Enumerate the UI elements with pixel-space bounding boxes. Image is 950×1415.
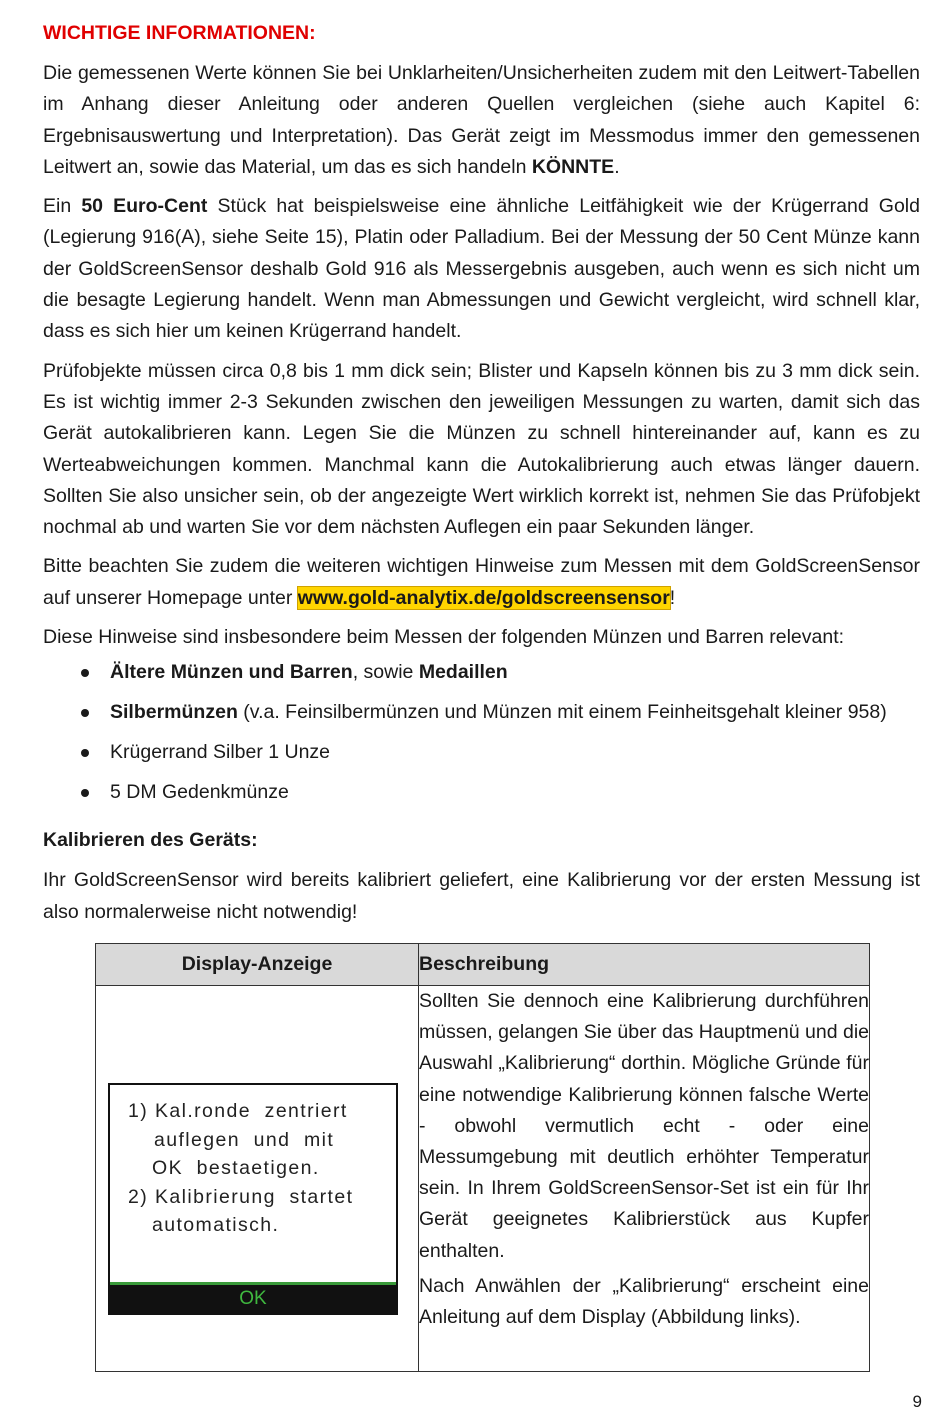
bullet-text: Krügerrand Silber 1 Unze [110, 741, 331, 764]
column-header-description: Beschreibung [419, 944, 870, 986]
bullet-list [43, 657, 920, 817]
warning-title: WICHTIGE INFORMATIONEN: [43, 22, 316, 44]
bullet-bold: Silbermünzen [110, 701, 238, 724]
list-item [43, 657, 920, 697]
calibration-intro: Ihr GoldScreenSensor wird bereits kalibriert geliefert, eine Kalibrierung vor der ersten Messung ist also normalerweise nicht notwendig! [43, 869, 920, 923]
list-item [43, 777, 920, 817]
list-item [43, 737, 920, 777]
device-display-screenshot [108, 1083, 398, 1315]
paragraph-measured-values [43, 58, 920, 183]
column-header-display: Display-Anzeige [96, 944, 419, 986]
paragraph-relevant: Diese Hinweise sind insbesondere beim Messen der folgenden Münzen und Barren relevant: [43, 626, 845, 649]
p1-text: Die gemessenen Werte können Sie bei Unklarheiten/Unsicherheiten zudem mit den Leitwert-Tabellen im Anhang dieser Anleitung oder anderen Quellen vergleichen (siehe auch Kapitel 6: Ergebnisauswertung und Interpretation). Das Gerät zeigt im Messmodus immer den gemessenen Leitwert an, sowie das Material, um das es sich handeln [43, 62, 920, 178]
table-row [96, 986, 870, 1372]
bullet-bold: Ältere Münzen und Barren [110, 661, 353, 684]
p4-end: ! [669, 586, 676, 609]
p2-a: Ein [43, 195, 82, 218]
p1-bold: KÖNNTE [531, 155, 615, 178]
calibration-table [95, 943, 870, 1372]
paragraph-euro-cent [43, 191, 920, 347]
bullet-icon [81, 789, 89, 797]
screen-line: auflegen und mit [154, 1129, 335, 1151]
list-item [43, 697, 920, 737]
calibration-heading: Kalibrieren des Geräts: [43, 829, 258, 852]
description-cell [419, 986, 870, 1372]
bullet-icon [81, 749, 89, 757]
p1-end: . [614, 155, 620, 178]
homepage-link[interactable]: www.gold-analytix.de/goldscreensensor [297, 586, 670, 609]
paragraph-homepage [43, 551, 920, 614]
bullet-text: 5 DM Gedenkmünze [110, 781, 289, 804]
bullet-bold2: Medaillen [418, 661, 508, 684]
page-body [43, 18, 920, 928]
screen-line: OK bestaetigen. [152, 1157, 320, 1179]
screen-line: 2) Kalibrierung startet [128, 1186, 354, 1208]
screen-line: automatisch. [152, 1214, 280, 1236]
bullet-text: (v.a. Feinsilbermünzen und Münzen mit einem Feinheitsgehalt kleiner 958) [237, 701, 887, 724]
bullet-icon [81, 709, 89, 717]
bullet-icon [81, 669, 89, 677]
paragraph-thickness: Prüfobjekte müssen circa 0,8 bis 1 mm dick sein; Blister und Kapseln können bis zu 3 mm dick sein. Es ist wichtig immer 2-3 Sekunden zwischen den jeweiligen Messungen zu warten, damit sich das Gerät autokalibrieren kann. Legen Sie die Münzen zu schnell hintereinander auf, kann es zu Werteabweichungen kommen. Manchmal kann die Autokalibrierung auch etwas länger dauern. Sollten Sie also unsicher sein, ob der angezeigte Wert wirklich korrekt ist, nehmen Sie das Prüfobjekt nochmal ab und warten Sie vor dem nächsten Auflegen ein paar Sekunden länger. [43, 359, 920, 539]
p2-b: Stück hat beispielsweise eine ähnliche Leitfähigkeit wie der Krügerrand Gold (Legierung 916(A), siehe Seite 15), Platin oder Palladium. Bei der Messung der 50 Cent Münze kann der GoldScreenSensor deshalb Gold 916 als Messergebnis ausgeben, auch wenn es sich nicht um die besagte Legierung handelt. Wenn man Abmessungen und Gewicht vergleicht, wird schnell klar, dass es sich hier um keinen Krügerrand handelt. [43, 195, 920, 343]
description-text: Sollten Sie dennoch eine Kalibrierung durchführen müssen, gelangen Sie über das Hauptmenü und die Auswahl „Kalibrierung“ dorthin. Mögliche Gründe für eine notwendige Kalibrierung können falsche Werte - obwohl vermutlich echt - oder eine Messumgebung mit deutlich erhöhter Temperatur sein. In Ihrem GoldScreenSensor-Set ist ein für Ihr Gerät geeignetes Kalibrierstück aus Kupfer enthalten. [419, 990, 869, 1262]
bullet-text: , sowie [352, 661, 419, 684]
display-cell [96, 986, 419, 1372]
table-header-row [96, 944, 870, 986]
p2-bold: 50 Euro-Cent [81, 195, 208, 218]
screen-ok-button: OK [110, 1282, 396, 1313]
p4-text: Bitte beachten Sie zudem die weiteren wichtigen Hinweise zum Messen mit dem GoldScreenSensor auf unserer Homepage unter [43, 555, 920, 609]
description-text-2: Nach Anwählen der „Kalibrierung“ erscheint eine Anleitung auf dem Display (Abbildung links). [419, 1274, 869, 1329]
screen-line: 1) Kal.ronde zentriert [128, 1100, 348, 1122]
page-number: 9 [912, 1392, 922, 1411]
